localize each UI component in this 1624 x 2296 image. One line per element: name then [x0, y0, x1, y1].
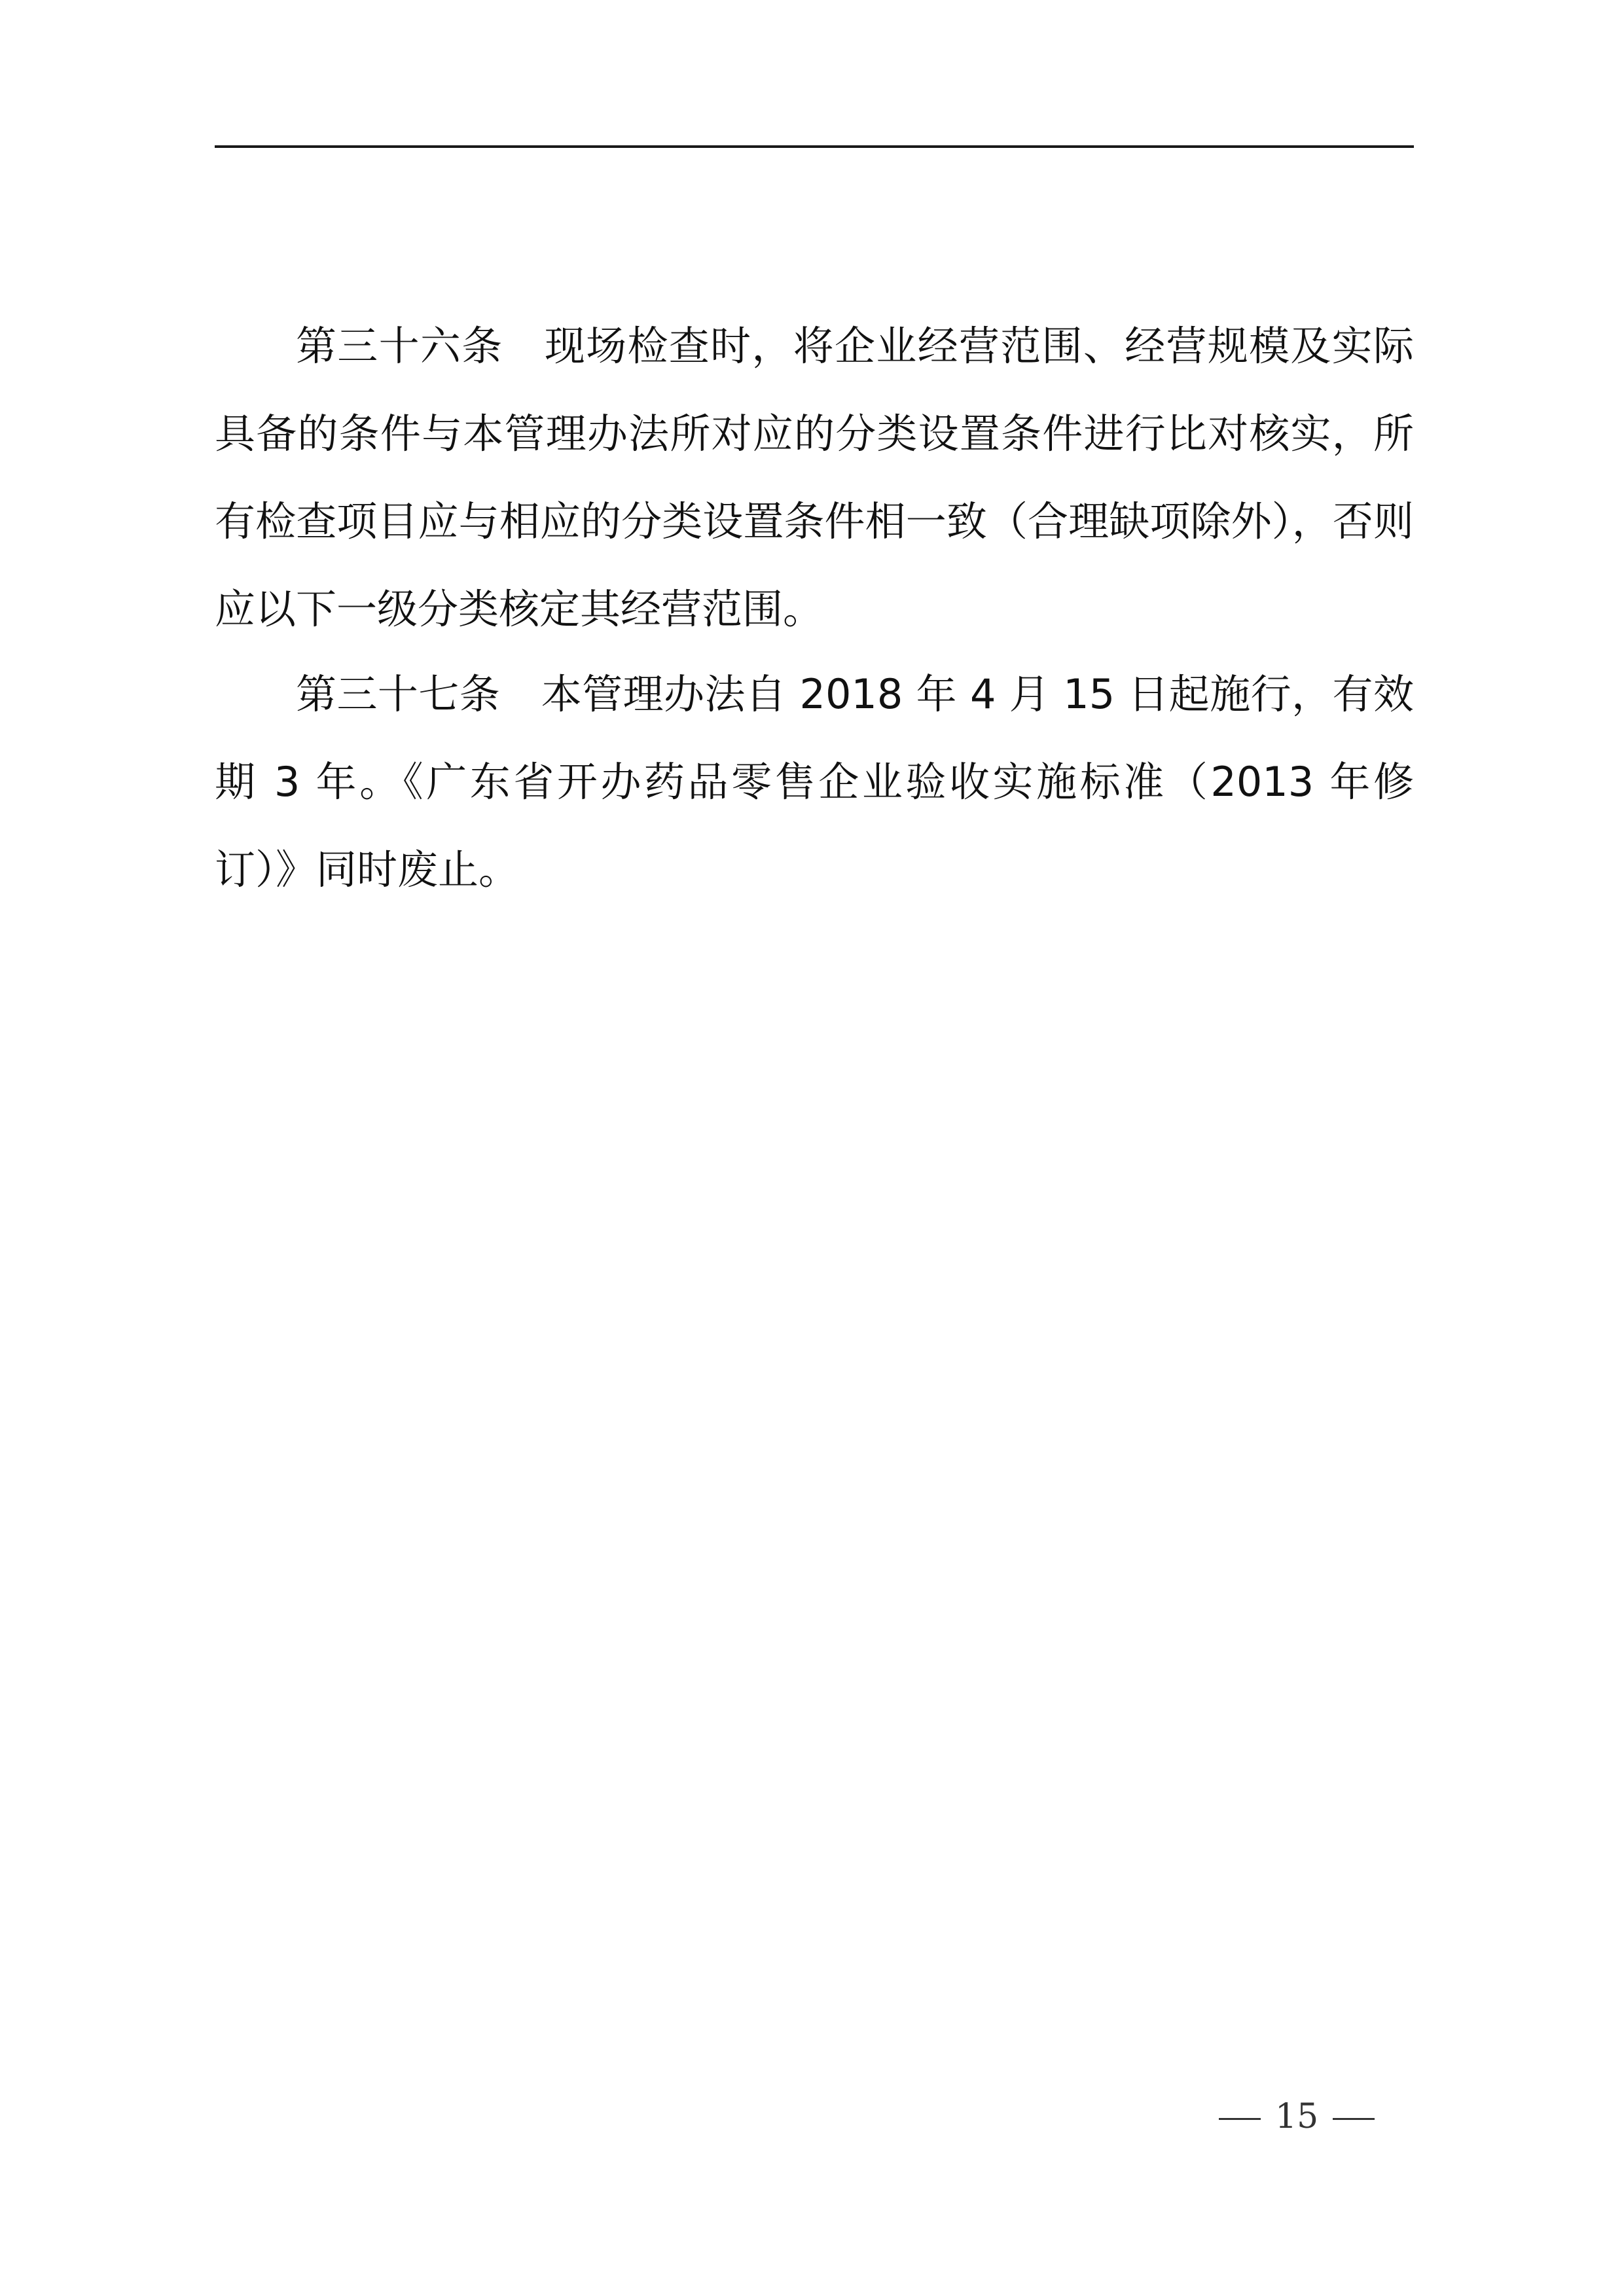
article-text: 现场检查时，将企业经营范围、经营规模及实际具备的条件与本管理办法所对应的分类设置条件进行比对核实，所有检查项目应与相应的分类设置条件相一致（合理缺项除外），否则应以下一级分类核定其经营范围。 [215, 322, 1414, 633]
page-number [1204, 2090, 1401, 2143]
article-number: 第三十七条 [296, 670, 501, 718]
page-number-dash-right [1333, 2118, 1375, 2120]
page-number-dash-left [1219, 2118, 1261, 2120]
article-36 [215, 302, 1414, 653]
page-number-value: 15 [1275, 2097, 1319, 2136]
article-number: 第三十六条 [296, 322, 503, 370]
header-rule [215, 145, 1414, 148]
article-37 [215, 651, 1414, 914]
article-text: 本管理办法自 2018 年 4 月 15 日起施行，有效期 3 年。《广东省开办药品零售企业验收实施标准（2013 年修订）》同时废止。 [215, 670, 1414, 893]
